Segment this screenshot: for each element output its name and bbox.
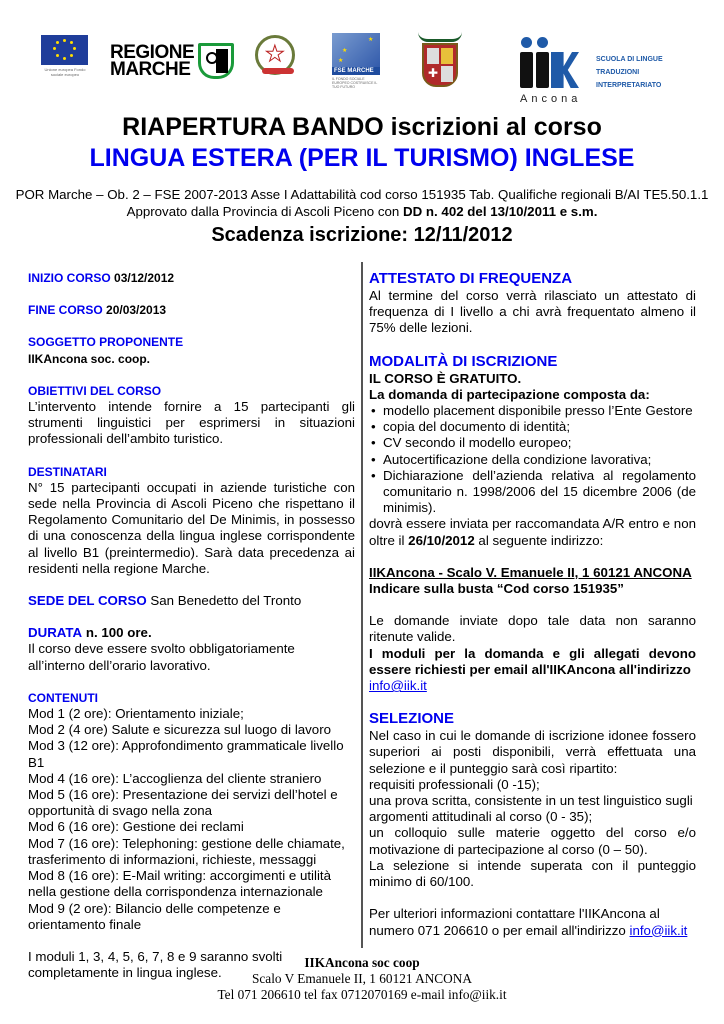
iik-tagline-2: TRADUZIONI — [596, 69, 640, 76]
approval-prefix: Approvato dalla Provincia di Ascoli Piceno con — [126, 204, 404, 219]
left-column — [28, 270, 355, 981]
list-item: • copia del documento di identità; — [369, 419, 696, 435]
module-item: Mod 2 (4 ore) Salute e sicurezza sul luogo di lavoro — [28, 722, 332, 738]
course-duration — [28, 625, 355, 641]
module-item: Mod 1 (2 ore): Orientamento iniziale; — [28, 706, 244, 722]
objectives-heading: OBIETTIVI DEL CORSO — [28, 383, 162, 398]
send-instructions — [369, 516, 696, 548]
module-item: Mod 5 (16 ore): Presentazione dei servizi dell’hotel e opportunità di svago nella zona — [28, 787, 338, 819]
contents-heading: CONTENUTI — [28, 690, 98, 705]
send-suffix: al seguente indirizzo: — [474, 532, 604, 548]
free-course-note: IL CORSO È GRATUITO. — [369, 370, 522, 386]
contact-text: Per ulteriori informazioni contattare l'IIKAncona al numero 071 206610 o per email all'indirizzo — [369, 906, 660, 938]
provincia-crest-logo — [418, 32, 464, 94]
recipients-heading: DESTINATARI — [28, 464, 107, 479]
module-item: Mod 7 (16 ore): Telephoning: gestione delle chiamate, trasferimento di informazioni, richieste, messaggi — [28, 835, 345, 867]
module-item: Mod 6 (16 ore): Gestione dei reclami — [28, 819, 244, 835]
eu-logo — [41, 35, 89, 80]
duration-label: DURATA — [28, 625, 83, 641]
selection-criterion: un colloquio sulle materie oggetto del corso e/o motivazione di partecipazione al corso (0 – 50). — [369, 825, 696, 857]
approval-decree: DD n. 402 del 13/10/2011 e s.m. — [403, 204, 598, 219]
program-line: POR Marche – Ob. 2 – FSE 2007-2013 Asse I Adattabilità cod corso 151935 Tab. Qualifiche regionali B/AI TE5.50.1.1 — [15, 187, 709, 202]
crest-shield-icon: ✚ — [422, 43, 458, 87]
module-item: Mod 3 (12 ore): Approfondimento grammaticale livello B1 — [28, 738, 344, 770]
fse-caption: IL FONDO SOCIALE EUROPEO COSTRUISCE IL TUO FUTURO — [332, 77, 378, 89]
regione-marche-logo — [110, 38, 234, 83]
module-list — [28, 706, 355, 933]
iik-mark-icon — [518, 35, 588, 90]
footer — [0, 955, 724, 1003]
enrollment-heading: MODALITÀ DI ISCRIZIONE — [369, 352, 558, 370]
selection-text: Nel caso in cui le domande di iscrizione idonee fossero superiori ai posti disponibili, verrà effettuata una selezione e il punteggio sarà così ripartito: — [369, 728, 696, 776]
logo-bar — [0, 30, 724, 110]
recipients-text: N° 15 partecipanti occupati in aziende turistiche con sede nella Provincia di Ascoli Piceno che rispettano il Regolamento Comunitario del De Minimis, in possesso di una conoscenza della lingua inglese corrispondente al livello B1 (preintermedio). Sarà data precedenza ai residenti nella regione Marche. — [28, 479, 355, 576]
send-deadline: 26/10/2012 — [408, 532, 475, 548]
title-rest: iscrizioni al corso — [383, 113, 602, 141]
eu-flag-icon — [41, 35, 88, 65]
list-item: • CV secondo il modello europeo; — [369, 435, 696, 451]
iik-city: Ancona — [520, 93, 582, 105]
selection-criterion: una prova scritta, consistente in un test linguistico sugli argomenti attitudinali al corso (0 - 35); — [369, 793, 693, 825]
duration-text: Il corso deve essere svolto obbligatoriamente all’interno dell’orario lavorativo. — [28, 641, 295, 673]
email-link[interactable]: info@iik.it — [369, 678, 427, 694]
course-end-label: FINE CORSO — [28, 303, 103, 318]
course-end-value: 20/03/2013 — [106, 303, 167, 318]
course-start-label: INIZIO CORSO — [28, 271, 111, 285]
regione-marche-line-1: REGIONE — [110, 41, 195, 63]
application-intro: La domanda di partecipazione composta da: — [369, 386, 650, 402]
envelope-note: Indicare sulla busta “Cod corso 151935” — [369, 581, 624, 597]
certificate-text: Al termine del corso verrà rilasciato un attestato di frequenza di I livello a chi avrà frequentato almeno il 75% delle lezioni. — [369, 288, 696, 336]
list-item: • Dichiarazione dell’azienda relativa al regolamento comunitario n. 1998/2006 del 15 dicembre 2006 (de minimis). — [369, 468, 696, 517]
list-item: • modello placement disponibile presso l’Ente Gestore — [369, 403, 696, 419]
repubblica-emblem-logo — [255, 35, 297, 80]
late-applications-note: Le domande inviate dopo tale data non saranno ritenute valide. — [369, 613, 696, 645]
location-value: San Benedetto del Tronto — [150, 593, 302, 609]
list-item: • Autocertificazione della condizione lavorativa; — [369, 452, 696, 468]
selection-heading: SELEZIONE — [369, 710, 455, 728]
course-start — [28, 270, 355, 286]
iik-tagline-3: INTERPRETARIATO — [596, 82, 662, 89]
selection-threshold: La selezione si intende superata con il punteggio minimo di 60/100. — [369, 857, 696, 890]
footer-org: IIKAncona soc coop — [304, 955, 420, 970]
enrollment-deadline: Scadenza iscrizione: 12/11/2012 — [211, 224, 513, 246]
column-divider — [361, 262, 363, 948]
footer-contacts: Tel 071 206610 tel fax 0712070169 e-mail info@iik.it — [217, 987, 507, 1002]
course-start-value: 03/12/2012 — [114, 271, 175, 285]
page-title — [0, 112, 724, 142]
document-header — [0, 112, 724, 248]
title-bold: RIAPERTURA BANDO — [122, 113, 384, 141]
location-label: SEDE DEL CORSO — [28, 593, 147, 609]
module-item: Mod 8 (16 ore): E-Mail writing: accorgimenti e utilità nella gestione della corrispondenza internazionale — [28, 868, 331, 900]
module-item: Mod 4 (16 ore): L’accoglienza del cliente straniero — [28, 770, 322, 786]
module-item: Mod 9 (2 ore): Bilancio delle competenze e orientamento finale — [28, 900, 281, 932]
right-column — [369, 270, 696, 939]
selection-criterion: requisiti professionali (0 -15); — [369, 776, 540, 792]
star-icon: ★ — [265, 41, 285, 66]
contact-email-link[interactable]: info@iik.it — [629, 922, 688, 938]
fse-marche-logo: ★ ★ ★ FSE MARCHE IL FONDO SOCIALE EUROPEO COSTRUISCE IL TUO FUTURO — [332, 33, 382, 93]
forms-request-note: I moduli per la domanda e gli allegati devono essere richiesti per email all'IIKAncona all'indirizzo — [369, 645, 696, 677]
modules-language-note: I moduli 1, 3, 4, 5, 6, 7, 8 e 9 saranno svolti completamente in lingua inglese. — [28, 948, 283, 981]
regione-marche-shield-icon — [198, 43, 234, 79]
course-name: LINGUA ESTERA (PER IL TURISMO) INGLESE — [89, 144, 635, 172]
duration-value: n. 100 ore. — [85, 625, 152, 641]
iik-ancona-logo — [516, 35, 676, 105]
application-documents-list — [369, 403, 696, 516]
certificate-heading: ATTESTATO DI FREQUENZA — [369, 270, 573, 287]
proponent-heading: SOGGETTO PROPONENTE — [28, 335, 184, 350]
regione-marche-line-2: MARCHE — [110, 58, 191, 80]
fse-label: FSE MARCHE — [332, 67, 380, 75]
footer-address: Scalo V Emanuele II, 1 60121 ANCONA — [252, 971, 472, 986]
iik-tagline-1: SCUOLA DI LINGUE — [596, 56, 663, 63]
course-location — [28, 593, 355, 609]
send-prefix: dovrà essere inviata per raccomandata A/R entro e non oltre il — [369, 516, 696, 548]
approval-line — [0, 203, 724, 220]
mailing-address: IIKAncona - Scalo V. Emanuele II, 1 60121 ANCONA — [369, 564, 692, 580]
proponent-value: IIKAncona soc. coop. — [28, 351, 151, 366]
course-end — [28, 302, 355, 318]
contact-info — [369, 906, 696, 938]
objectives-text: L’intervento intende fornire a 15 partecipanti gli strumenti linguistici per esprimersi in situazioni professionali dell’ambito turistico. — [28, 399, 355, 447]
eu-caption: Unione europea Fondo sociale europeo — [44, 67, 86, 77]
